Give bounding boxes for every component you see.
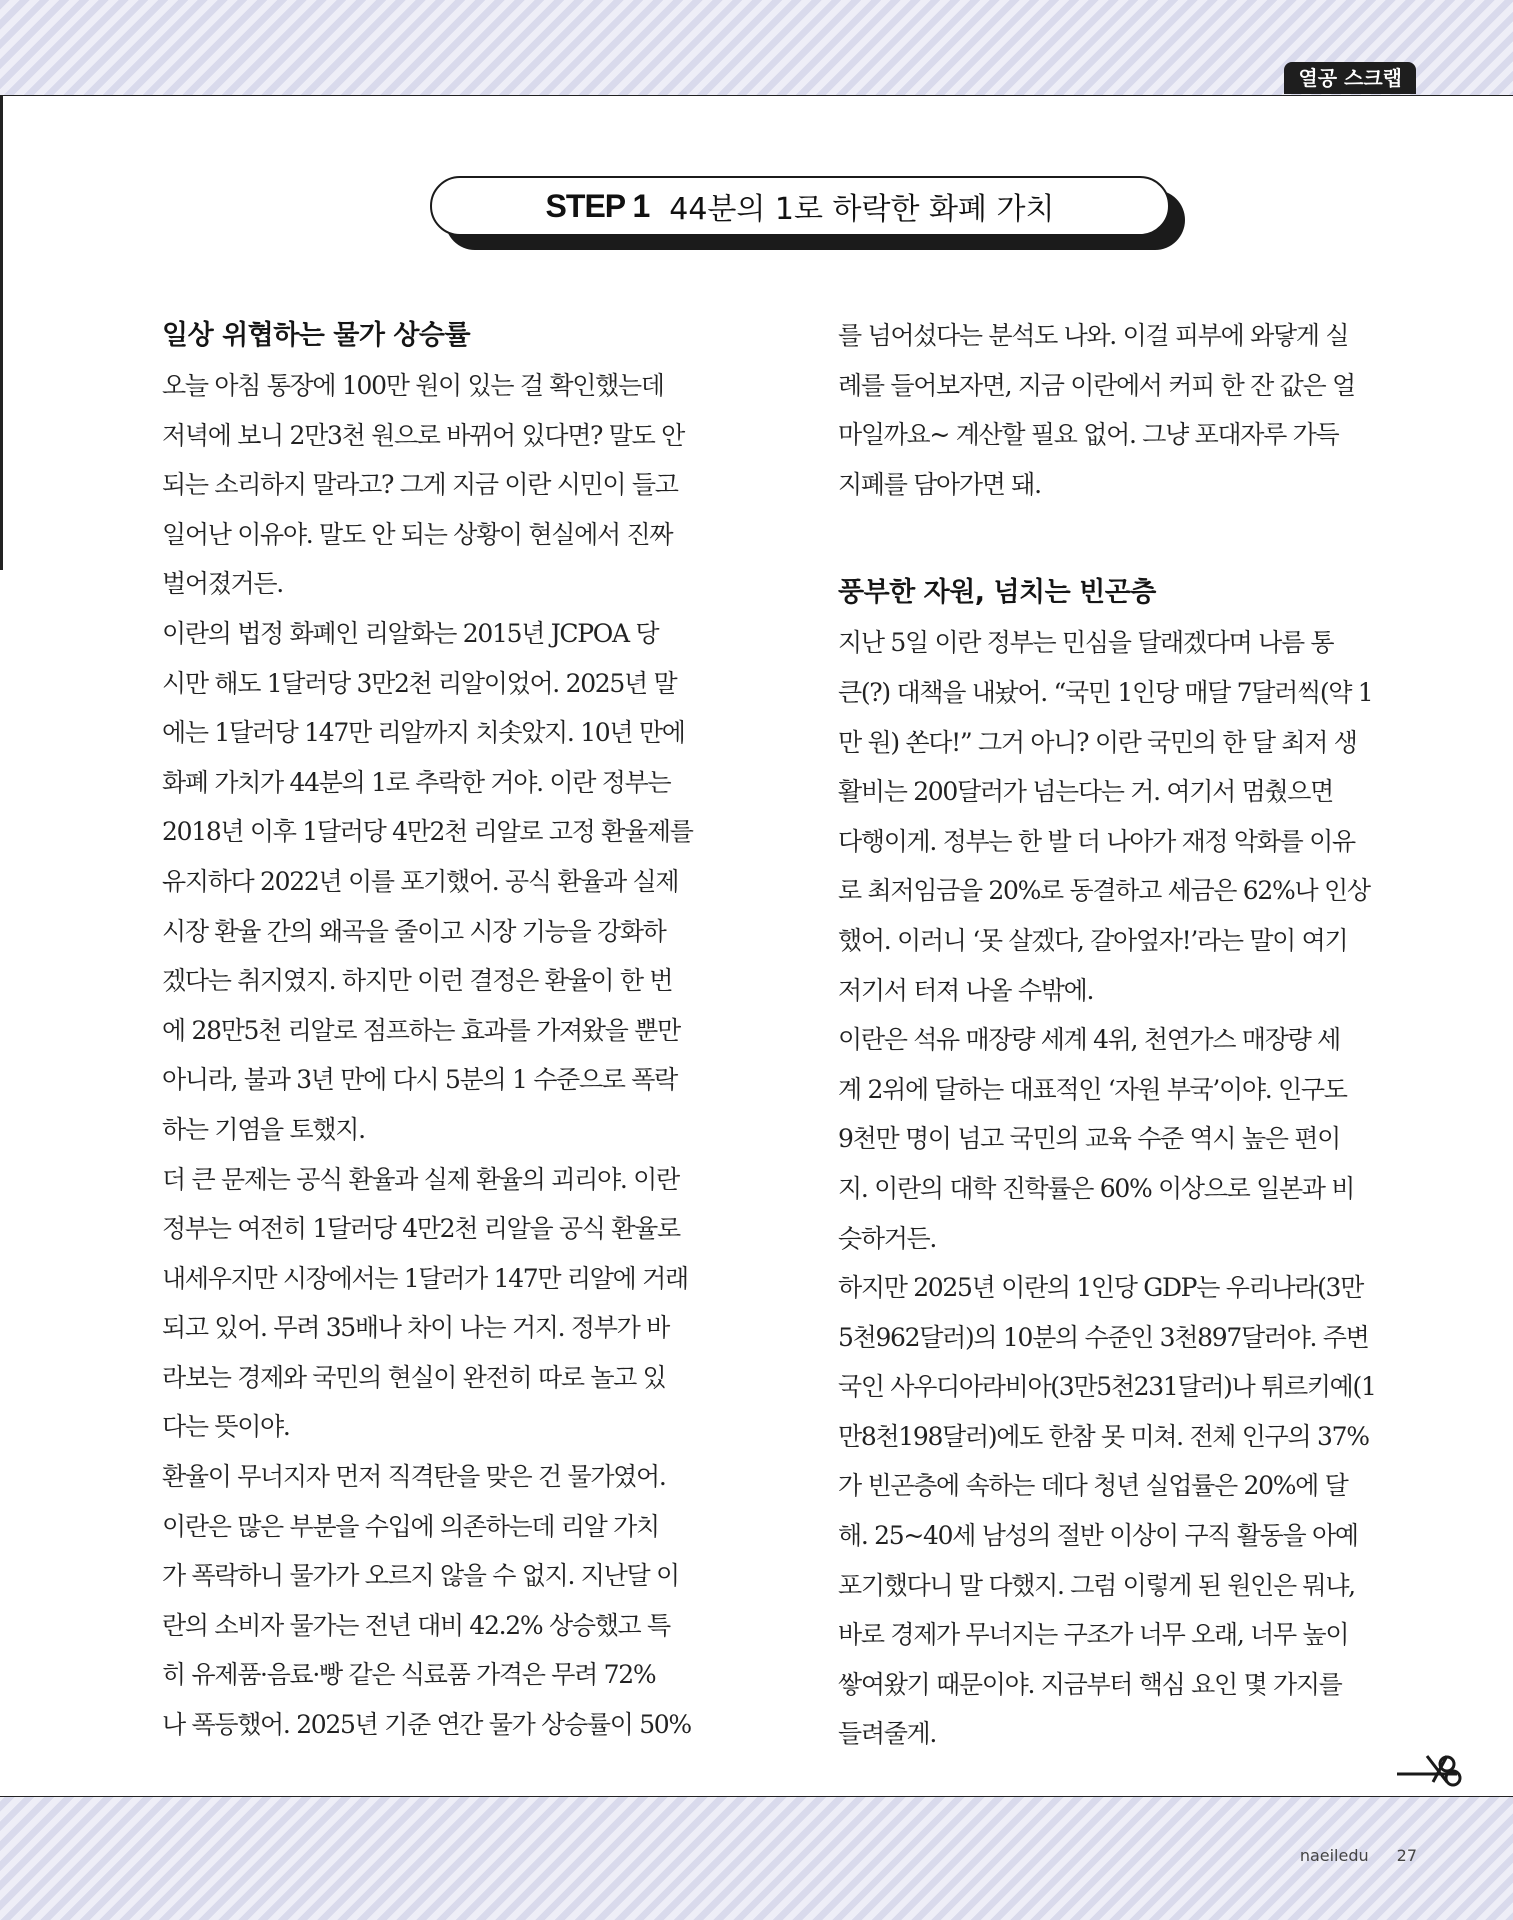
step-banner	[430, 176, 1185, 252]
text-line: 겠다는 취지였지. 하지만 이런 결정은 환율이 한 번	[162, 966, 673, 996]
text-line: 포기했다니 말 다했지. 그럼 이렇게 된 원인은 뭐냐,	[838, 1570, 1355, 1600]
text-line: 저기서 터져 나올 수밖에.	[838, 975, 1094, 1005]
text-line: 내세우지만 시장에서는 1달러가 147만 리알에 거래	[162, 1263, 688, 1293]
text-line: 를 넘어섰다는 분석도 나와. 이걸 피부에 와닿게 실	[838, 321, 1349, 350]
text-line: 시장 환율 간의 왜곡을 줄이고 시장 기능을 강화하	[162, 916, 666, 946]
footer-brand: naeiledu	[1299, 1846, 1369, 1865]
text-line: 다는 뜻이야.	[162, 1412, 290, 1442]
text-line: 유지하다 2022년 이를 포기했어. 공식 환율과 실제	[162, 866, 679, 896]
text-line: 이란은 많은 부분을 수입에 의존하는데 리알 가치	[162, 1511, 659, 1541]
step-banner-pill	[430, 176, 1170, 236]
section-heading: 풍부한 자원, 넘치는 빈곤층	[838, 577, 1156, 609]
text-line: 만 원) 쏜다!” 그거 아니? 이란 국민의 한 달 최저 생	[838, 727, 1357, 757]
text-line: 일어난 이유야. 말도 안 되는 상황이 현실에서 진짜	[162, 519, 673, 549]
paragraph-spacer	[838, 509, 1418, 568]
text-line: 하는 기염을 토했지.	[162, 1114, 365, 1144]
text-line: 계 2위에 달하는 대표적인 ‘자원 부국’이야. 인구도	[838, 1074, 1347, 1104]
page-footer	[1300, 1846, 1417, 1865]
text-line: 히 유제품·음료·빵 같은 식료품 가격은 무려 72%	[162, 1660, 656, 1690]
text-line: 화폐 가치가 44분의 1로 추락한 거야. 이란 정부는	[162, 767, 671, 797]
text-line: 저녁에 보니 2만3천 원으로 바뀌어 있다면? 말도 안	[162, 420, 684, 450]
step-title: 44분의 1로 하락한 화폐 가치	[669, 192, 1055, 227]
text-line: 활비는 200달러가 넘는다는 거. 여기서 멈췄으면	[838, 777, 1333, 807]
text-line: 더 큰 문제는 공식 환율과 실제 환율의 괴리야. 이란	[162, 1164, 679, 1194]
text-line: 에는 1달러당 147만 리알까지 치솟았지. 10년 만에	[162, 718, 685, 748]
text-line: 해. 25~40세 남성의 절반 이상이 구직 활동을 아예	[838, 1521, 1358, 1551]
text-line: 란의 소비자 물가는 전년 대비 42.2% 상승했고 특	[162, 1610, 670, 1640]
text-line: 되는 소리하지 말라고? 그게 지금 이란 시민이 들고	[162, 470, 678, 500]
text-line: 하지만 2025년 이란의 1인당 GDP는 우리나라(3만	[838, 1273, 1364, 1303]
text-line: 다행이게. 정부는 한 발 더 나아가 재정 악화를 이유	[838, 826, 1355, 856]
text-line: 마일까요~ 계산할 필요 없어. 그냥 포대자루 가득	[838, 420, 1339, 450]
text-line: 지난 5일 이란 정부는 민심을 달래겠다며 나름 통	[838, 628, 1334, 658]
text-line: 례를 들어보자면, 지금 이란에서 커피 한 잔 값은 얼	[838, 370, 1355, 400]
text-line: 들려줄게.	[838, 1719, 937, 1749]
text-line: 가 폭락하니 물가가 오르지 않을 수 없지. 지난달 이	[162, 1561, 679, 1591]
right-column-intro	[838, 311, 1418, 509]
text-line: 아니라, 불과 3년 만에 다시 5분의 1 수준으로 폭락	[162, 1065, 677, 1095]
text-line: 9천만 명이 넘고 국민의 교육 수준 역시 높은 편이	[838, 1124, 1340, 1154]
text-line: 지폐를 담아가면 돼.	[838, 469, 1041, 499]
text-line: 시만 해도 1달러당 3만2천 리알이었어. 2025년 말	[162, 668, 677, 698]
step-label: STEP 1	[545, 187, 650, 224]
right-column	[838, 311, 1418, 1759]
text-line: 했어. 이러니 ‘못 살겠다, 갈아엎자!’라는 말이 여기	[838, 925, 1348, 955]
text-line: 라보는 경제와 국민의 현실이 완전히 따로 놀고 있	[162, 1362, 666, 1392]
text-line: 가 빈곤층에 속하는 데다 청년 실업률은 20%에 달	[838, 1471, 1348, 1501]
text-line: 5천962달러)의 10분의 수준인 3천897달러야. 주변	[838, 1322, 1369, 1352]
text-line: 슷하거든.	[838, 1223, 937, 1253]
left-border-rule	[0, 95, 3, 570]
text-line: 바로 경제가 무너지는 구조가 너무 오래, 너무 높이	[838, 1620, 1349, 1650]
text-line: 만8천198달러)에도 한참 못 미쳐. 전체 인구의 37%	[838, 1421, 1369, 1451]
right-column-body	[838, 618, 1418, 1759]
text-line: 지. 이란의 대학 진학률은 60% 이상으로 일본과 비	[838, 1173, 1355, 1203]
page-number: 27	[1396, 1846, 1417, 1865]
text-line: 이란의 법정 화폐인 리알화는 2015년 JCPOA 당	[162, 618, 659, 648]
text-line: 국인 사우디아라비아(3만5천231달러)나 튀르키예(1	[838, 1372, 1376, 1402]
text-line: 로 최저임금을 20%로 동결하고 세금은 62%나 인상	[838, 876, 1370, 906]
text-line: 정부는 여전히 1달러당 4만2천 리알을 공식 환율로	[162, 1214, 680, 1244]
scissors-icon	[1395, 1752, 1465, 1792]
text-line: 이란은 석유 매장량 세계 4위, 천연가스 매장량 세	[838, 1025, 1340, 1055]
section-heading: 일상 위협하는 물가 상승률	[162, 320, 471, 351]
text-line: 벌어졌거든.	[162, 569, 283, 599]
text-line: 에 28만5천 리알로 점프하는 효과를 가져왔을 뿐만	[162, 1015, 680, 1045]
text-line: 오늘 아침 통장에 100만 원이 있는 걸 확인했는데	[162, 371, 664, 400]
text-line: 쌓여왔기 때문이야. 지금부터 핵심 요인 몇 가지를	[838, 1669, 1342, 1699]
text-line: 큰(?) 대책을 내놨어. “국민 1인당 매달 7달러씩(약 1	[838, 677, 1373, 707]
section-tag: 열공 스크랩	[1284, 62, 1416, 94]
text-line: 나 폭등했어. 2025년 기준 연간 물가 상승률이 50%	[162, 1710, 691, 1740]
text-line: 환율이 무너지자 먼저 직격탄을 맞은 건 물가였어.	[162, 1462, 666, 1492]
text-line: 2018년 이후 1달러당 4만2천 리알로 고정 환율제를	[162, 817, 693, 847]
left-column-body	[162, 361, 742, 1750]
left-column	[162, 311, 742, 1750]
text-line: 되고 있어. 무려 35배나 차이 나는 거지. 정부가 바	[162, 1313, 669, 1343]
